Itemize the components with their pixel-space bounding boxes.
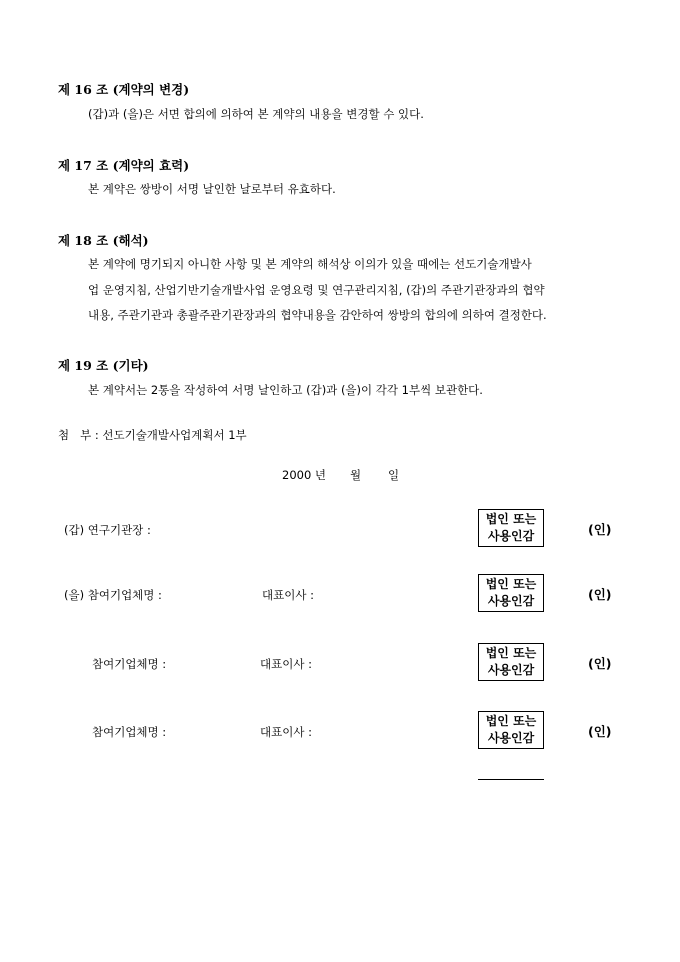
article-18-line-1: 본 계약에 명기되지 아니한 사항 및 본 계약의 해석상 이의가 있을 때에는 선도기술개발사 [88,257,532,271]
signatory-1-seal: (인) [588,522,612,537]
stamp-label-line2: 사용인감 [487,594,535,608]
signatory-4-stamp-box [478,711,544,749]
stamp-label-line2: 사용인감 [487,663,535,677]
signatory-2-rep: 대표이사 : [262,588,314,602]
article-18-line-3: 내용, 주관기관과 총괄주관기관장과의 협약내용을 감안하여 쌍방의 합의에 의하여 결정한다. [88,308,547,322]
signatory-2-stamp-box [478,574,544,612]
signatory-1-party: (갑) 연구기관장 : [64,523,151,537]
article-19-text: 본 계약서는 2통을 작성하여 서명 날인하고 (갑)과 (을)이 각각 1부씩 보관한다. [88,383,483,397]
signatory-4-rep: 대표이사 : [260,725,312,739]
stamp-label-line1: 법인 또는 [485,512,537,526]
date-year: 2000 년 [282,468,327,482]
stamp-label-line1: 법인 또는 [485,577,537,591]
article-16-title: 제 16 조 (계약의 변경) [58,82,190,97]
stamp-label-line1: 법인 또는 [485,714,537,728]
article-19-title: 제 19 조 (기타) [58,358,149,373]
article-17-title: 제 17 조 (계약의 효력) [58,158,190,173]
signatory-3-party: 참여기업체명 : [92,657,167,671]
signatory-3-stamp-box [478,643,544,681]
date-month: 월 [350,468,362,482]
signature-line [478,779,544,780]
stamp-label-line2: 사용인감 [487,731,535,745]
signatory-1-stamp-box [478,509,544,547]
signatory-2-seal: (인) [588,587,612,602]
signatory-4-party: 참여기업체명 : [92,725,167,739]
signatory-4-seal: (인) [588,724,612,739]
signatory-2-party: (을) 참여기업체명 : [64,588,162,602]
date-day: 일 [388,468,400,482]
attachment-note: 첨 부 : 선도기술개발사업계획서 1부 [58,428,247,442]
article-17-text: 본 계약은 쌍방이 서명 날인한 날로부터 유효하다. [88,182,336,196]
signatory-3-seal: (인) [588,656,612,671]
signatory-3-rep: 대표이사 : [260,657,312,671]
stamp-label-line2: 사용인감 [487,529,535,543]
article-18-line-2: 업 운영지침, 산업기반기술개발사업 운영요령 및 연구관리지침, (갑)의 주관기관장과의 협약 [88,283,545,297]
article-18-title: 제 18 조 (해석) [58,233,149,248]
stamp-label-line1: 법인 또는 [485,646,537,660]
article-16-text: (갑)과 (을)은 서면 합의에 의하여 본 계약의 내용을 변경할 수 있다. [88,107,424,121]
